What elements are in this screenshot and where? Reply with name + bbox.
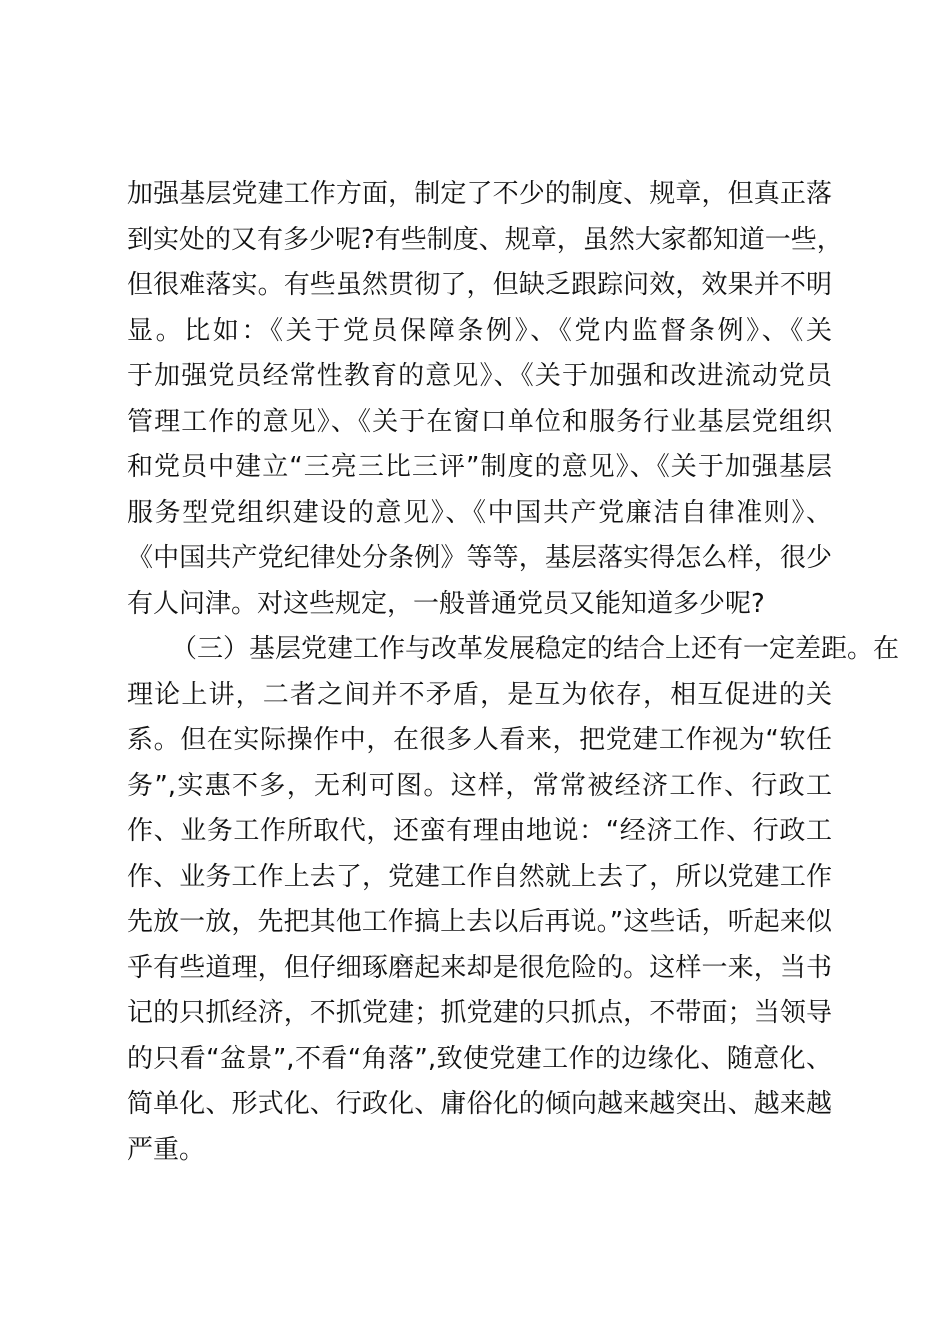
text-line: 先放一放，先把其他工作搞上去以后再说。”这些话，听起来似 (127, 907, 832, 937)
text-line: 系。但在实际操作中，在很多人看来，把党建工作视为“软任 (127, 725, 832, 755)
text-line: 到实处的又有多少呢?有些制度、规章，虽然大家都知道一些， (127, 224, 843, 255)
text-line: 《中国共产党纪律处分条例》等等，基层落实得怎么样，很少 (127, 543, 832, 573)
text-line: 服务型党组织建设的意见》、《中国共产党廉洁自律准则》、 (127, 497, 832, 528)
text-line: 管理工作的意见》、《关于在窗口单位和服务行业基层党组织 (127, 406, 832, 437)
text-line: 于加强党员经常性教育的意见》、《关于加强和改进流动党员 (127, 361, 832, 391)
text-line: 记的只抓经济，不抓党建；抓党建的只抓点，不带面；当领导 (127, 998, 832, 1028)
paragraph-start-line: （三）基层党建工作与改革发展稳定的结合上还有一定差距。在 (171, 634, 900, 664)
text-line: 理论上讲，二者之间并不矛盾，是互为依存，相互促进的关 (127, 679, 832, 710)
text-line: 作、业务工作所取代，还蛮有理由地说：“经济工作、行政工 (127, 816, 832, 846)
text-line: 简单化、形式化、行政化、庸俗化的倾向越来越突出、越来越 (127, 1089, 832, 1119)
paragraph-end-line: 有人问津。对这些规定，一般普通党员又能知道多少呢? (127, 588, 765, 619)
text-line: 乎有些道理，但仔细琢磨起来却是很危险的。这样一来，当书 (127, 952, 832, 983)
text-line: 务”,实惠不多，无利可图。这样，常常被经济工作、行政工 (127, 770, 832, 801)
text-line: 加强基层党建工作方面，制定了不少的制度、规章，但真正落 (127, 179, 832, 209)
body-text (127, 172, 900, 1173)
text-line: 的只看“盆景”,不看“角落”,致使党建工作的边缘化、随意化、 (127, 1043, 832, 1074)
paragraph-end-line: 严重。 (127, 1134, 206, 1165)
text-line: 和党员中建立“三亮三比三评”制度的意见》、《关于加强基层 (127, 452, 832, 482)
text-line: 但很难落实。有些虽然贯彻了，但缺乏跟踪问效，效果并不明 (127, 270, 832, 300)
text-line: 作、业务工作上去了，党建工作自然就上去了，所以党建工作 (127, 861, 832, 892)
text-line: 显。比如：《关于党员保障条例》、《党内监督条例》、《关 (127, 315, 832, 346)
